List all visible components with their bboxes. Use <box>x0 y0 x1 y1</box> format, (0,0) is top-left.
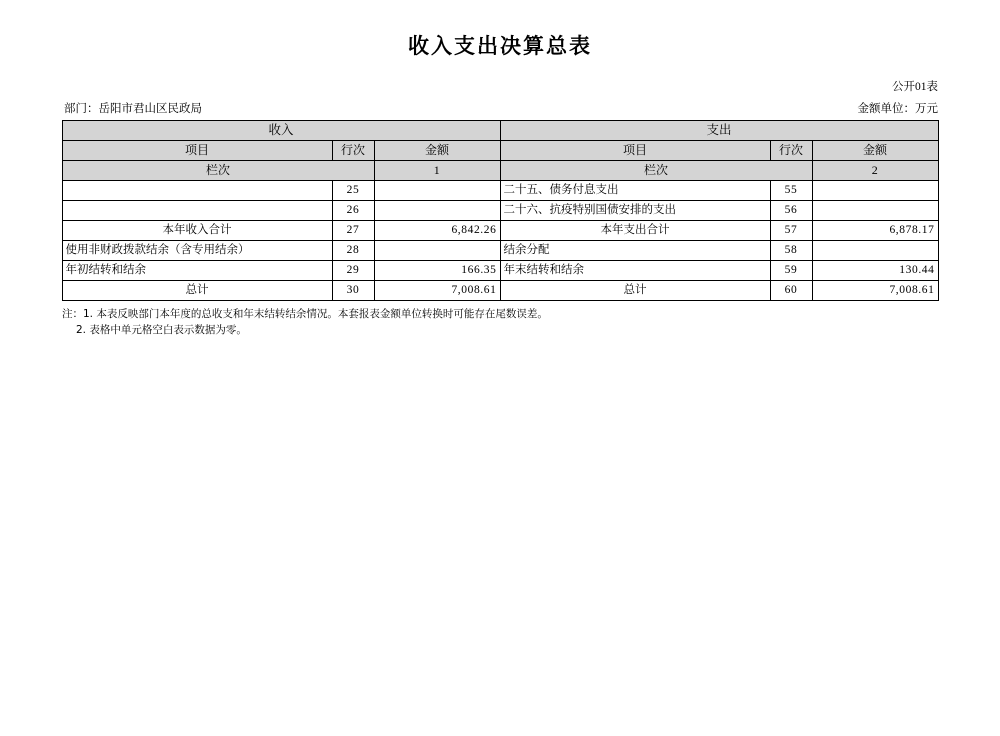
expenditure-line-no: 59 <box>770 261 812 281</box>
expenditure-item: 总计 <box>500 281 770 301</box>
expenditure-line-no: 55 <box>770 181 812 201</box>
table-row <box>62 181 938 201</box>
income-amount: 166.35 <box>374 261 500 281</box>
expenditure-item: 二十五、债务付息支出 <box>500 181 770 201</box>
group-header-income: 收入 <box>62 121 500 141</box>
note-line-1: 注：1. 本表反映部门本年度的总收支和年末结转结余情况。本套报表金额单位转换时可能存在尾数误差。 <box>62 308 548 320</box>
expenditure-amount: 130.44 <box>812 261 938 281</box>
income-amount: 6,842.26 <box>374 221 500 241</box>
expenditure-amount <box>812 181 938 201</box>
column-index-income: 1 <box>374 161 500 181</box>
income-item: 年初结转和结余 <box>62 261 332 281</box>
expenditure-item: 年末结转和结余 <box>500 261 770 281</box>
income-amount <box>374 181 500 201</box>
expenditure-amount: 7,008.61 <box>812 281 938 301</box>
income-amount: 7,008.61 <box>374 281 500 301</box>
column-index-expenditure: 2 <box>812 161 938 181</box>
table-row <box>62 241 938 261</box>
page-title: 收入支出决算总表 <box>408 33 592 58</box>
amount-unit-label: 金额单位：万元 <box>857 103 938 115</box>
income-amount <box>374 201 500 221</box>
budget-summary-table <box>62 120 939 301</box>
table-row <box>62 281 938 301</box>
income-line-no: 30 <box>332 281 374 301</box>
column-index-label-income: 栏次 <box>62 161 374 181</box>
income-item: 总计 <box>62 281 332 301</box>
income-line-no: 29 <box>332 261 374 281</box>
table-group-header-row <box>62 121 938 141</box>
column-header-income-line: 行次 <box>332 141 374 161</box>
column-header-expenditure-amount: 金额 <box>812 141 938 161</box>
note-line-2: 2. 表格中单元格空白表示数据为零。 <box>76 324 247 337</box>
column-index-label-expenditure: 栏次 <box>500 161 812 181</box>
expenditure-item: 二十六、抗疫特别国债安排的支出 <box>500 201 770 221</box>
expenditure-line-no: 58 <box>770 241 812 261</box>
department-label: 部门：岳阳市君山区民政局 <box>64 103 202 115</box>
income-amount <box>374 241 500 261</box>
income-item <box>62 201 332 221</box>
table-column-header-row <box>62 141 938 161</box>
expenditure-amount <box>812 241 938 261</box>
column-header-expenditure-item: 项目 <box>500 141 770 161</box>
expenditure-line-no: 60 <box>770 281 812 301</box>
expenditure-amount <box>812 201 938 221</box>
column-header-income-item: 项目 <box>62 141 332 161</box>
table-row <box>62 201 938 221</box>
group-header-expenditure: 支出 <box>500 121 938 141</box>
income-line-no: 26 <box>332 201 374 221</box>
income-item: 本年收入合计 <box>62 221 332 241</box>
table-row <box>62 261 938 281</box>
expenditure-item: 本年支出合计 <box>500 221 770 241</box>
document-page <box>0 30 1000 736</box>
income-line-no: 28 <box>332 241 374 261</box>
expenditure-item: 结余分配 <box>500 241 770 261</box>
column-header-income-amount: 金额 <box>374 141 500 161</box>
table-notes <box>62 306 938 339</box>
table-meta-row <box>0 100 1000 116</box>
expenditure-amount: 6,878.17 <box>812 221 938 241</box>
income-line-no: 27 <box>332 221 374 241</box>
income-item <box>62 181 332 201</box>
expenditure-line-no: 57 <box>770 221 812 241</box>
table-column-index-row <box>62 161 938 181</box>
income-line-no: 25 <box>332 181 374 201</box>
table-row <box>62 221 938 241</box>
expenditure-line-no: 56 <box>770 201 812 221</box>
income-item: 使用非财政拨款结余（含专用结余） <box>62 241 332 261</box>
sheet-code-label: 公开01表 <box>892 81 938 93</box>
column-header-expenditure-line: 行次 <box>770 141 812 161</box>
